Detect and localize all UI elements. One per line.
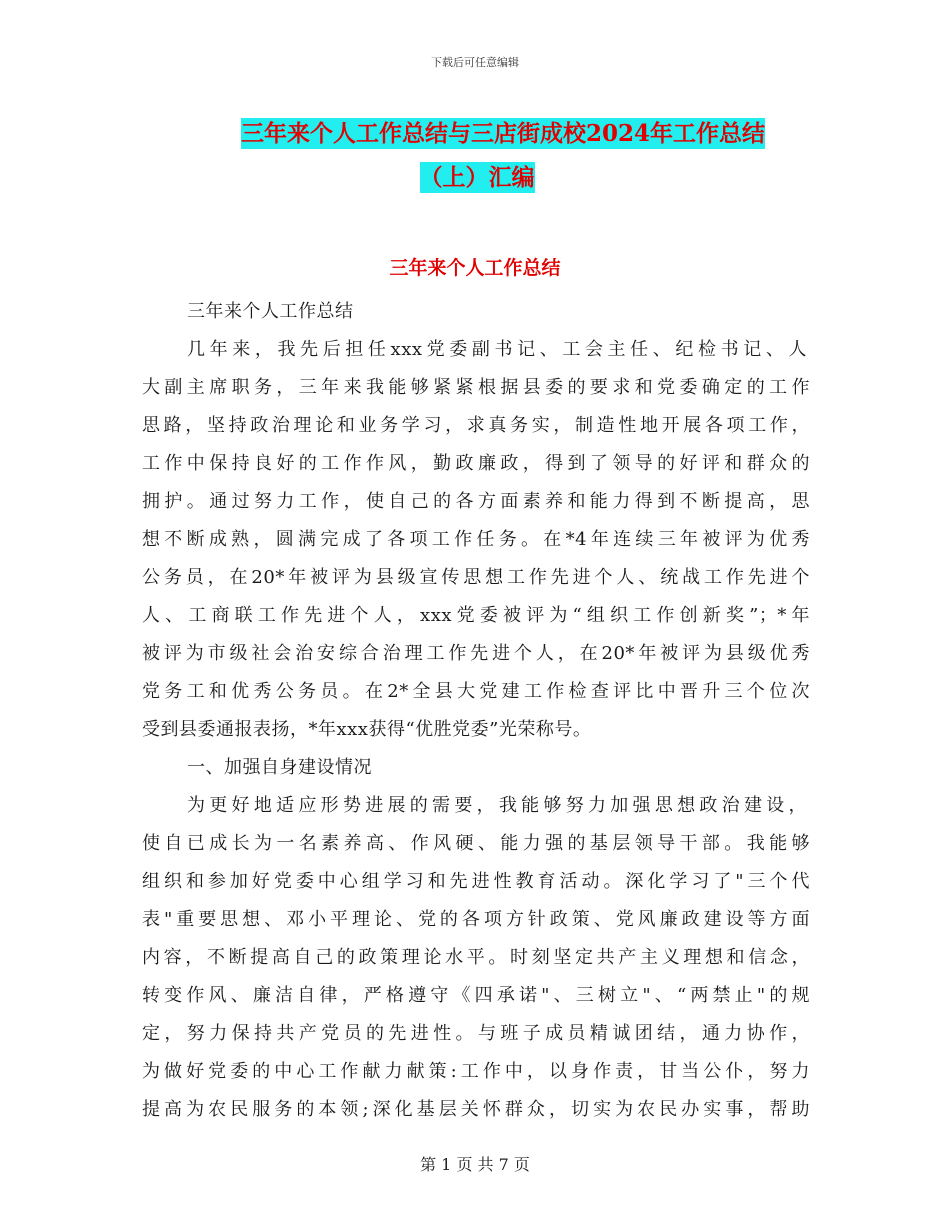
body-line: 思路，坚持政治理论和业务学习，求真务实，制造性地开展各项工作， [142,415,810,436]
body-line: 三年来个人工作总结 [187,301,354,322]
body-line: 被评为市级社会治安综合治理工作先进个人，在20*年被评为县级优秀 [142,643,810,664]
body-line: 公务员，在20*年被评为县级宣传思想工作先进个人、统战工作先进个 [142,567,810,588]
document-title-line-2 [2,159,950,192]
title-highlight-1: 三年来个人工作总结与三店街成校2024年工作总结 [240,120,765,147]
header-note: 下载后可任意编辑 [431,56,519,69]
body-line: 使自已成长为一名素养高、作风硬、能力强的基层领导干部。我能够 [142,833,810,854]
section-title: 三年来个人工作总结 [389,257,561,279]
body-line: 转变作风、廉洁自律，严格遵守《四承诺"、三树立"、“两禁止"的规 [142,985,810,1006]
subsection-heading: 一、加强自身建设情况 [187,757,372,778]
body-line: 大副主席职务，三年来我能够紧紧根据县委的要求和党委确定的工作 [142,377,810,398]
body-line: 提高为农民服务的本领;深化基层关怀群众，切实为农民办实事，帮助 [142,1099,810,1120]
body-line: 想不断成熟，圆满完成了各项工作任务。在*4年连续三年被评为优秀 [142,529,810,550]
body-line: 工作中保持良好的工作作风，勤政廉政，得到了领导的好评和群众的 [142,453,810,474]
body-line: 表"重要思想、邓小平理论、党的各项方针政策、党风廉政建设等方面 [142,909,810,930]
body-line: 内容，不断提高自己的政策理论水平。时刻坚定共产主义理想和信念， [142,947,810,968]
body-line: 党务工和优秀公务员。在2*全县大党建工作检查评比中晋升三个位次 [142,681,810,702]
body-line: 为做好党委的中心工作献力献策:工作中，以身作责，甘当公仆，努力 [142,1061,810,1082]
document-title-line-1 [28,115,950,148]
body-line: 几年来，我先后担任xxx党委副书记、工会主任、纪检书记、人 [187,339,807,360]
body-line: 定，努力保持共产党员的先进性。与班子成员精诚团结，通力协作， [142,1023,810,1044]
body-line: 受到县委通报表扬，*年xxx获得“优胜党委”光荣称号。 [142,719,592,740]
body-line: 为更好地适应形势进展的需要，我能够努力加强思想政治建设， [187,795,807,816]
body-line: 拥护。通过努力工作，使自己的各方面素养和能力得到不断提高，思 [142,491,810,512]
body-line: 人、工商联工作先进个人，xxx党委被评为“组织工作创新奖”；*年 [142,605,810,626]
page-number-footer: 第 1 页 共 7 页 [420,1155,530,1174]
body-line: 组织和参加好党委中心组学习和先进性教育活动。深化学习了"三个代 [142,871,810,892]
title-highlight-2: （上）汇编 [419,164,535,191]
